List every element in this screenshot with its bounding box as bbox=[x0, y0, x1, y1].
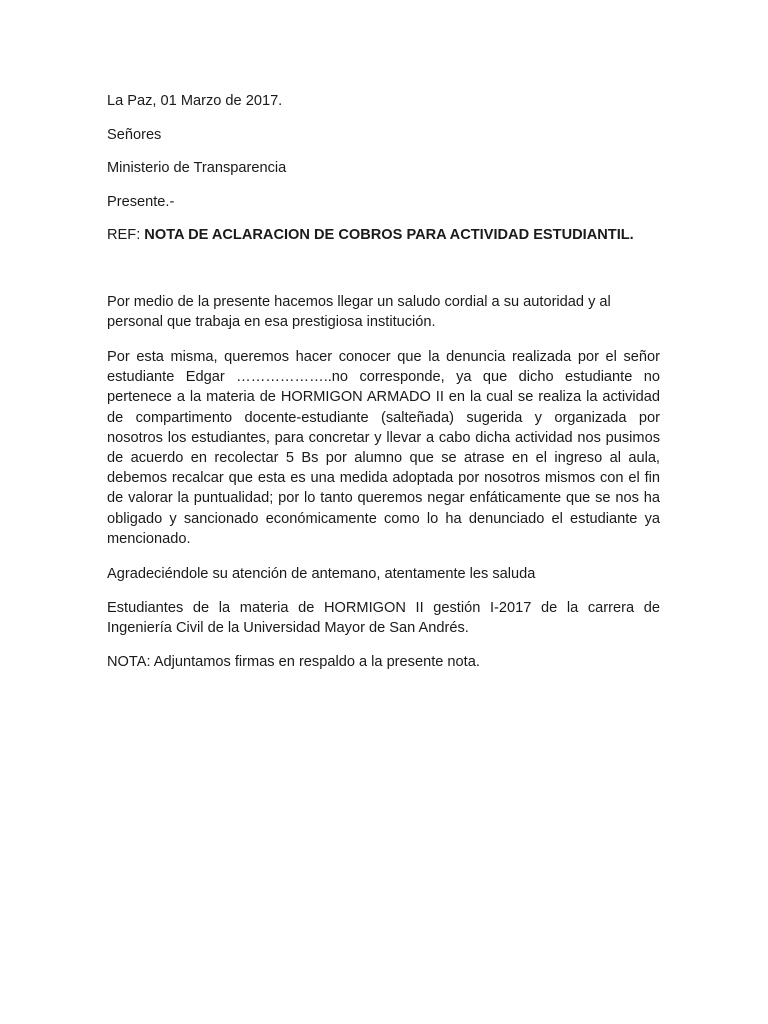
paragraph-signatories: Estudiantes de la materia de HORMIGON II gestión I-2017 de la carrera de Ingeniería Civil de la Universidad Mayor de San Andrés. bbox=[107, 600, 660, 637]
paragraph-closing: Agradeciéndole su atención de antemano, atentamente les saluda bbox=[107, 566, 536, 582]
presente-line: Presente.- bbox=[107, 194, 175, 210]
paragraph-main-body: Por esta misma, queremos hacer conocer que la denuncia realizada por el señor estudiante Edgar ………………..no corresponde, ya que dicho estudiante no pertenece a la materia de HORMIGON ARMADO II en la cual se realiza la actividad de compartimento docente-estudiante (salteñada) sugerida y organizada por nosotros los estudiantes, para concretar y llevar a cabo dicha actividad nos pusimos de acuerdo en recolectar 5 Bs por alumno que se atrase en el ingreso al aula, debemos recalcar que esta es una medida adoptada por nosotros mismos con el fin de valorar la puntualidad; por lo tanto queremos negar enfáticamente que se nos ha obligado y sancionado económicamente como lo ha denunciado el estudiante ya mencionado. bbox=[107, 349, 660, 547]
reference-label: REF: bbox=[107, 227, 145, 243]
paragraph-note: NOTA: Adjuntamos firmas en respaldo a la presente nota. bbox=[107, 654, 480, 670]
salutation: Señores bbox=[107, 127, 162, 143]
date-line: La Paz, 01 Marzo de 2017. bbox=[107, 93, 283, 109]
reference-title: NOTA DE ACLARACION DE COBROS PARA ACTIVIDAD ESTUDIANTIL. bbox=[144, 227, 634, 243]
reference-line bbox=[107, 225, 634, 245]
paragraph-greeting: Por medio de la presente hacemos llegar un saludo cordial a su autoridad y al personal que trabaja en esa prestigiosa institución. bbox=[107, 294, 611, 331]
recipient-name: Ministerio de Transparencia bbox=[107, 160, 287, 176]
